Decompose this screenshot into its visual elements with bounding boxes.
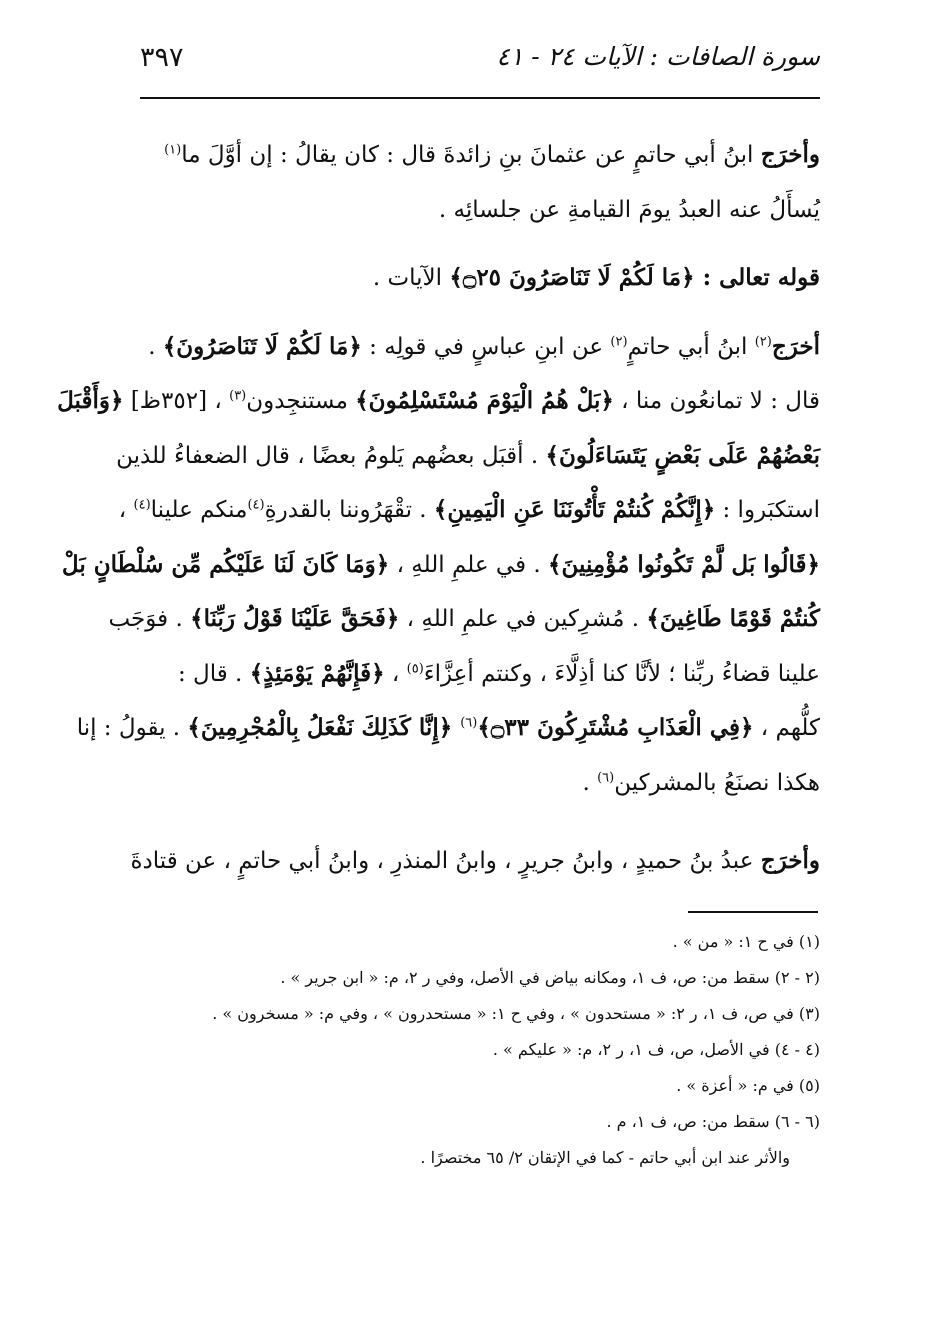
paragraph-1-line-2: يُسأَلُ عنه العبدُ يومَ القيامةِ عن جلسائِه .: [438, 196, 820, 223]
footnote-ref-4b: (٤): [133, 497, 151, 513]
paragraph-3-text: عن ابنِ عباسٍ في قولِه :: [361, 333, 611, 360]
paragraph-3-text: .: [582, 769, 598, 796]
paragraph-1-lead: وأخرَج: [760, 141, 820, 168]
verse-heading-quran: ﴿مَا لَكُمْ لَا تَنَاصَرُونَ ۝٢٥﴾: [449, 264, 695, 291]
footnote-source-note: والأثر عند ابن أبي حاتم - كما في الإتقان ٢/ ٦٥ مختصرًا .: [420, 1148, 790, 1167]
paragraph-4-text: عبدُ بنُ حميدٍ ، وابنُ جريرٍ ، وابنُ المنذرِ ، وابنُ أبي حاتمٍ ، عن قتادةَ: [130, 848, 761, 874]
paragraph-1-line-1: [120, 128, 820, 183]
paragraph-gap: [120, 306, 820, 320]
manuscript-marker: ، [٣٥٢ظ]: [123, 388, 230, 414]
footnote-ref-4a: (٤): [247, 497, 265, 513]
body-text: [57, 128, 820, 889]
quran-quote: ﴿بَلْ هُمُ الْيَوْمَ مُسْتَسْلِمُونَ﴾: [355, 387, 614, 414]
paragraph-3-text: استكبَروا :: [715, 497, 820, 523]
paragraph-3-text: . مُشرِكين في علمِ اللهِ ،: [399, 606, 647, 632]
verse-heading-tail: الآيات .: [372, 265, 450, 291]
page-header: [140, 42, 820, 86]
paragraph-3-text: مستنجِدون: [246, 388, 356, 414]
paragraph-gap: [120, 237, 820, 251]
quran-quote: ﴿وَمَا كَانَ لَنَا عَلَيْكُم مِّن سُلْطَانٍ بَلْ: [61, 550, 390, 578]
paragraph-3-line-1: [120, 320, 820, 375]
paragraph-3-text: كلُّهم ،: [753, 715, 820, 741]
paragraph-3-text: .: [148, 333, 163, 360]
paragraph-4-line-1: [120, 834, 820, 889]
quran-quote: ﴿فَإِنَّهُمْ يَوْمَئِذٍ﴾: [249, 659, 385, 687]
footnote-1: (١) في ح ١: « من » .: [672, 932, 820, 951]
paragraph-3-text: . أقبَل بعضُهم يَلومُ بعضًا ، قال الضعفاءُ للذين: [116, 442, 546, 469]
footnote-4: (٤ - ٤) في الأصل، ص، ف ١، ر ٢، م: « عليكم » .: [492, 1040, 820, 1059]
footnote-3: (٣) في ص، ف ١، ر ٢: « مستحدون » ، وفي ح ١: « مستحدرون » ، وفي م: « مسخرون » .: [212, 1004, 820, 1023]
quran-quote: ﴿قَالُوا بَل لَّمْ تَكُونُوا مُؤْمِنِينَ﴾: [548, 550, 820, 578]
paragraph-3-line-6: [108, 592, 820, 647]
paragraph-3-line-7: [120, 647, 820, 702]
paragraph-3-text: ابنُ أبي حاتمٍ: [627, 333, 755, 360]
paragraph-3-text: . يقولُ : إنا: [76, 715, 188, 741]
paragraph-3-line-4: [120, 483, 820, 538]
quran-quote: ﴿إِنَّا كَذَلِكَ نَفْعَلُ بِالْمُجْرِمِينَ﴾: [187, 714, 461, 741]
paragraph-3-text: . فوَجَب: [108, 606, 191, 632]
quran-quote: ﴿وَأَقْبَلَ: [57, 387, 124, 414]
running-title: سورة الصافات : الآيات ٢٤ - ٤١: [496, 42, 820, 71]
paragraph-3-line-5: [61, 538, 820, 593]
footnote-ref-3: (٣): [229, 388, 247, 404]
footnote-ref-2b: (٢): [610, 333, 628, 349]
paragraph-3-text: علينا قضاءُ ربِّنا ؛ لأنَّا كنا أذِلَّاءَ ، وكنتم أعِزَّاءَ: [423, 660, 820, 687]
page-number: ٣٩٧: [140, 42, 184, 73]
paragraph-3-line-3: [116, 429, 820, 484]
paragraph-1-text: ابنُ أبي حاتمٍ عن عثمانَ بنِ زائدةَ قال : كان يقالُ : إن أوَّلَ ما: [181, 142, 761, 168]
quran-quote: بَعْضُهُمْ عَلَى بَعْضٍ يَتَسَاءَلُونَ﴾: [545, 441, 820, 469]
header-rule: [140, 97, 820, 99]
paragraph-3-text: ،: [384, 660, 407, 687]
footnote-ref-5: (٥): [406, 660, 424, 676]
footnote-ref-6b: (٦): [597, 769, 615, 785]
footnote-5: (٥) في م: « أعزة » .: [676, 1076, 820, 1095]
paragraph-3-lead: أخرَج: [771, 332, 820, 360]
quran-quote: كُنتُمْ قَوْمًا طَاغِينَ﴾: [646, 605, 820, 632]
footnote-6: (٦ - ٦) سقط من: ص، ف ١، م .: [606, 1112, 820, 1131]
paragraph-3-text: منكم علينا: [150, 497, 248, 523]
paragraph-4-lead: وأخرَج: [760, 847, 820, 874]
paragraph-gap: [120, 810, 820, 834]
quran-quote: ﴿إِنَّكُمْ كُنتُمْ تَأْتُونَنَا عَنِ الْيَمِينِ﴾: [433, 496, 716, 523]
paragraph-3-line-8: [76, 701, 820, 756]
footnote-2: (٢ - ٢) سقط من: ص، ف ١، ومكانه بياض في الأصل، وفي ر ٢، م: « ابن جرير » .: [280, 968, 820, 987]
footnote-ref-2a: (٢): [754, 333, 772, 349]
paragraph-3-line-9: [120, 756, 820, 811]
quran-quote: ﴿فِي الْعَذَابِ مُشْتَرِكُونَ ۝٣٣﴾: [477, 714, 754, 741]
verse-heading-lead: قوله تعالى :: [694, 264, 820, 291]
quran-quote: ﴿فَحَقَّ عَلَيْنَا قَوْلُ رَبِّنَا﴾: [190, 605, 400, 632]
paragraph-3-text: ،: [118, 497, 134, 523]
paragraph-3-text: . في علمِ اللهِ ،: [389, 551, 549, 578]
paragraph-2-line-1: [120, 251, 820, 306]
paragraph-3-text: . قال :: [177, 660, 250, 687]
paragraph-3-text: قال : لا تمانعُون منا ،: [613, 388, 820, 414]
footnote-ref-1: (١): [164, 142, 182, 158]
footnotes: [120, 924, 820, 1176]
paragraph-3-text: هكذا نصنَعُ بالمشركين: [614, 769, 820, 796]
paragraph-3-line-2: [57, 374, 820, 429]
footnote-rule: [688, 911, 818, 913]
quran-quote: ﴿مَا لَكُمْ لَا تَنَاصَرُونَ﴾: [162, 332, 362, 360]
footnote-ref-6a: (٦): [460, 715, 478, 731]
paragraph-3-text: . تقْهَرُوننا بالقدرةِ: [264, 497, 434, 523]
